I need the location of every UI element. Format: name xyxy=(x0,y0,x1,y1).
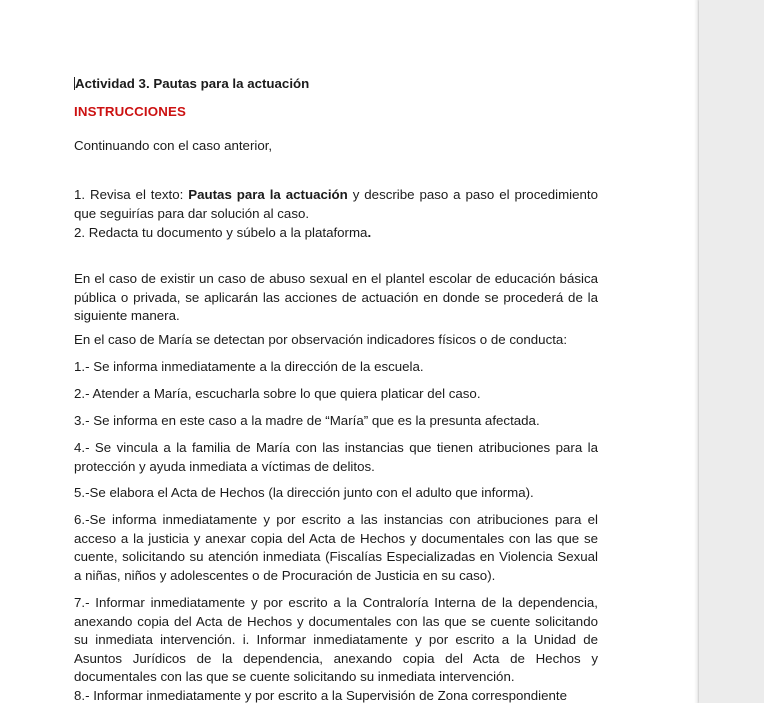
instrucciones-heading-block xyxy=(74,103,598,121)
step-item-7-block xyxy=(74,594,598,687)
paragraph-maria-block xyxy=(74,331,598,350)
page-gutter-background xyxy=(699,0,764,703)
step-item-2: 2.- Atender a María, escucharla sobre lo que quiera platicar del caso. xyxy=(74,386,481,401)
paragraph-intro-block xyxy=(74,270,598,326)
instruction-item-1-block xyxy=(74,186,598,223)
step-item-8: 8.- Informar inmediatamente y por escrito a la Supervisión de Zona correspondiente xyxy=(74,688,567,703)
step-item-4: 4.- Se vincula a la familia de María con las instancias que tienen atribuciones para la protección y ayuda inmediata a víctimas de delitos. xyxy=(74,440,598,474)
instruction-2-text: 2. Redacta tu documento y súbelo a la plataforma xyxy=(74,225,368,240)
instruction-1-bold: Pautas para la actuación xyxy=(188,187,348,202)
instrucciones-heading: INSTRUCCIONES xyxy=(74,104,187,119)
step-item-8-block xyxy=(74,687,598,703)
page-title-text: Actividad 3. Pautas para la actuación xyxy=(75,76,310,91)
instruction-2-period: . xyxy=(367,225,372,240)
instruction-item-2 xyxy=(74,224,598,243)
document-title-block xyxy=(74,75,598,93)
instruction-item-1 xyxy=(74,186,598,223)
step-item-7: 7.- Informar inmediatamente y por escrito a la Contraloría Interna de la dependencia, anexando copia del Acta de Hechos y documentales con las que se cuente solicitando su inmediata intervención. i. Informar inmediatamente y por escrito a la Unidad de Asuntos Jurídicos de la dependencia, anexando copia del Acta de Hechos y documentales con las que se cuente solicitando su inmediata intervención. xyxy=(74,595,598,684)
intro-line: Continuando con el caso anterior, xyxy=(74,138,273,153)
page-title xyxy=(74,75,598,93)
instruction-1-suffix: y describe paso a paso el procedimiento que seguirías para dar solución al caso. xyxy=(74,187,598,221)
step-item-1-block xyxy=(74,358,598,377)
step-item-5: 5.-Se elabora el Acta de Hechos (la dirección junto con el adulto que informa). xyxy=(74,485,534,500)
paragraph-maria: En el caso de María se detectan por observación indicadores físicos o de conducta: xyxy=(74,332,568,347)
step-item-2-block xyxy=(74,385,598,404)
step-item-1: 1.- Se informa inmediatamente a la dirección de la escuela. xyxy=(74,359,424,374)
step-item-4-block xyxy=(74,439,598,476)
page-right-edge xyxy=(694,0,698,703)
step-item-6-block xyxy=(74,511,598,585)
step-item-6: 6.-Se informa inmediatamente y por escrito a las instancias con atribuciones para el acceso a la justicia y anexar copia del Acta de Hechos y documentales con las que se cuente, solicitando su atención inmediata (Fiscalías Especializadas en Violencia Sexual a niñas, niños y adolescentes o de Procuración de Justicia en su caso). xyxy=(74,512,598,583)
step-item-3: 3.- Se informa en este caso a la madre de “María” que es la presunta afectada. xyxy=(74,413,540,428)
step-item-3-block xyxy=(74,412,598,431)
paragraph-intro: En el caso de existir un caso de abuso sexual en el plantel escolar de educación básica pública o privada, se aplicarán las acciones de actuación en donde se procederá de la siguiente manera. xyxy=(74,271,598,323)
intro-line-block xyxy=(74,137,598,156)
instruction-item-2-block xyxy=(74,224,598,243)
step-item-5-block xyxy=(74,484,598,503)
instruction-1-prefix: 1. Revisa el texto: xyxy=(74,187,189,202)
